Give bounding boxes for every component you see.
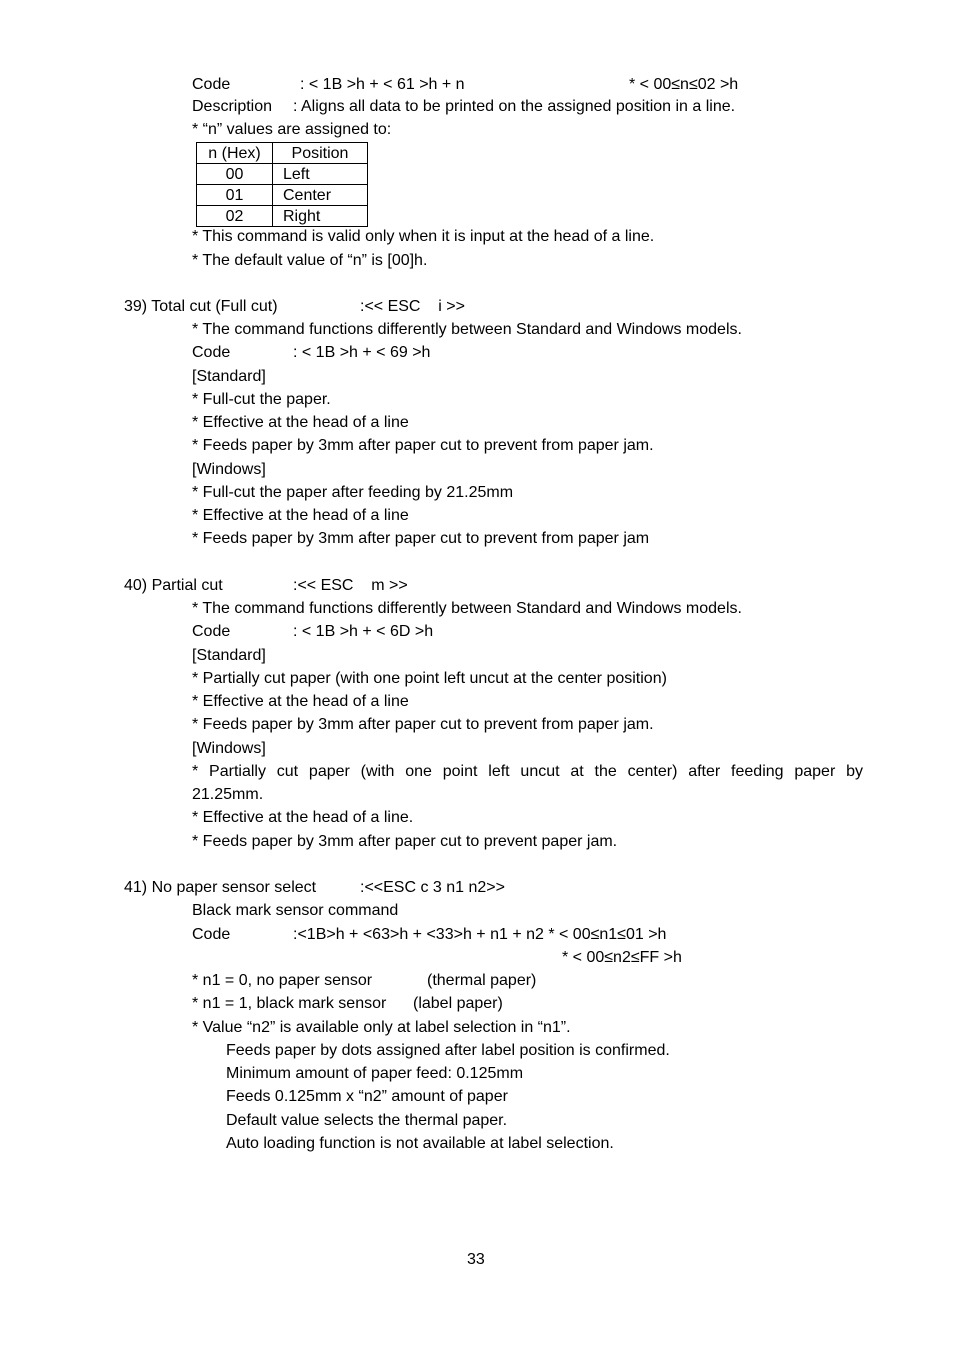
section-subtitle: Black mark sensor command [192, 902, 399, 919]
list-item: * Value “n2” is available only at label selection in “n1”. [192, 1019, 571, 1036]
windows-paragraph-line: * Partially cut paper (with one point left uncut at the center) after feeding paper by [192, 763, 863, 780]
paper-type: (thermal paper) [427, 972, 537, 989]
n-values-table [196, 142, 368, 227]
table-cell: 01 [197, 185, 273, 206]
list-item: * Partially cut paper (with one point left uncut at the center position) [192, 670, 667, 687]
paper-type: (label paper) [413, 995, 503, 1012]
note: * The default value of “n” is [00]h. [192, 252, 428, 269]
section-command: :<< ESC m >> [293, 577, 408, 594]
table-header-row [197, 143, 368, 164]
section-intro: * The command functions differently between Standard and Windows models. [192, 321, 742, 338]
detail-line: Feeds 0.125mm x “n2” amount of paper [226, 1088, 508, 1105]
code-label: Code [192, 344, 231, 361]
list-item: * Feeds paper by 3mm after paper cut to prevent paper jam. [192, 833, 618, 850]
section-title: 41) No paper sensor select [124, 879, 317, 896]
code-range: * < 00≤n2≤FF >h [562, 949, 682, 966]
code-range: * < 00≤n≤02 >h [629, 76, 739, 93]
list-item: * Effective at the head of a line. [192, 809, 414, 826]
table-cell: Center [273, 185, 368, 206]
code-value: : < 1B >h + < 6D >h [293, 623, 434, 640]
table-cell: Right [273, 206, 368, 227]
detail-line: Auto loading function is not available at label selection. [226, 1135, 614, 1152]
windows-paragraph-line: 21.25mm. [192, 786, 264, 803]
code-value: : < 1B >h + < 69 >h [293, 344, 431, 361]
section-command: :<< ESC i >> [360, 298, 465, 315]
page-number: 33 [467, 1251, 485, 1268]
detail-line: Default value selects the thermal paper. [226, 1112, 508, 1129]
code-value: :<1B>h + <63>h + <33>h + n1 + n2 * < 00≤n1≤01 >h [293, 926, 667, 943]
list-item: * Effective at the head of a line [192, 693, 409, 710]
table-row [197, 206, 368, 227]
windows-label: [Windows] [192, 461, 266, 478]
note: * This command is valid only when it is input at the head of a line. [192, 228, 655, 245]
section-title: 40) Partial cut [124, 577, 223, 594]
code-label: Code [192, 76, 231, 93]
n-values-note: * “n” values are assigned to: [192, 121, 392, 138]
detail-line: Feeds paper by dots assigned after label position is confirmed. [226, 1042, 670, 1059]
list-item: * n1 = 0, no paper sensor [192, 972, 373, 989]
list-item: * Feeds paper by 3mm after paper cut to prevent from paper jam. [192, 716, 654, 733]
list-item: * Full-cut the paper. [192, 391, 331, 408]
section-intro: * The command functions differently between Standard and Windows models. [192, 600, 742, 617]
table-header-cell: Position [273, 143, 368, 164]
section-title: 39) Total cut (Full cut) [124, 298, 278, 315]
section-command: :<<ESC c 3 n1 n2>> [360, 879, 505, 896]
list-item: * n1 = 1, black mark sensor [192, 995, 387, 1012]
standard-label: [Standard] [192, 368, 266, 385]
code-label: Code [192, 926, 231, 943]
table-cell: 02 [197, 206, 273, 227]
windows-label: [Windows] [192, 740, 266, 757]
list-item: * Feeds paper by 3mm after paper cut to prevent from paper jam [192, 530, 650, 547]
description-label: Description [192, 98, 273, 115]
standard-label: [Standard] [192, 647, 266, 664]
table-cell: 00 [197, 164, 273, 185]
code-label: Code [192, 623, 231, 640]
list-item: * Feeds paper by 3mm after paper cut to prevent from paper jam. [192, 437, 654, 454]
table-cell: Left [273, 164, 368, 185]
list-item: * Effective at the head of a line [192, 507, 409, 524]
list-item: * Effective at the head of a line [192, 414, 409, 431]
table-header-cell: n (Hex) [197, 143, 273, 164]
table-row [197, 164, 368, 185]
table-row [197, 185, 368, 206]
code-value: : < 1B >h + < 61 >h + n [300, 76, 465, 93]
list-item: * Full-cut the paper after feeding by 21.25mm [192, 484, 514, 501]
detail-line: Minimum amount of paper feed: 0.125mm [226, 1065, 524, 1082]
description-value: : Aligns all data to be printed on the assigned position in a line. [293, 98, 736, 115]
